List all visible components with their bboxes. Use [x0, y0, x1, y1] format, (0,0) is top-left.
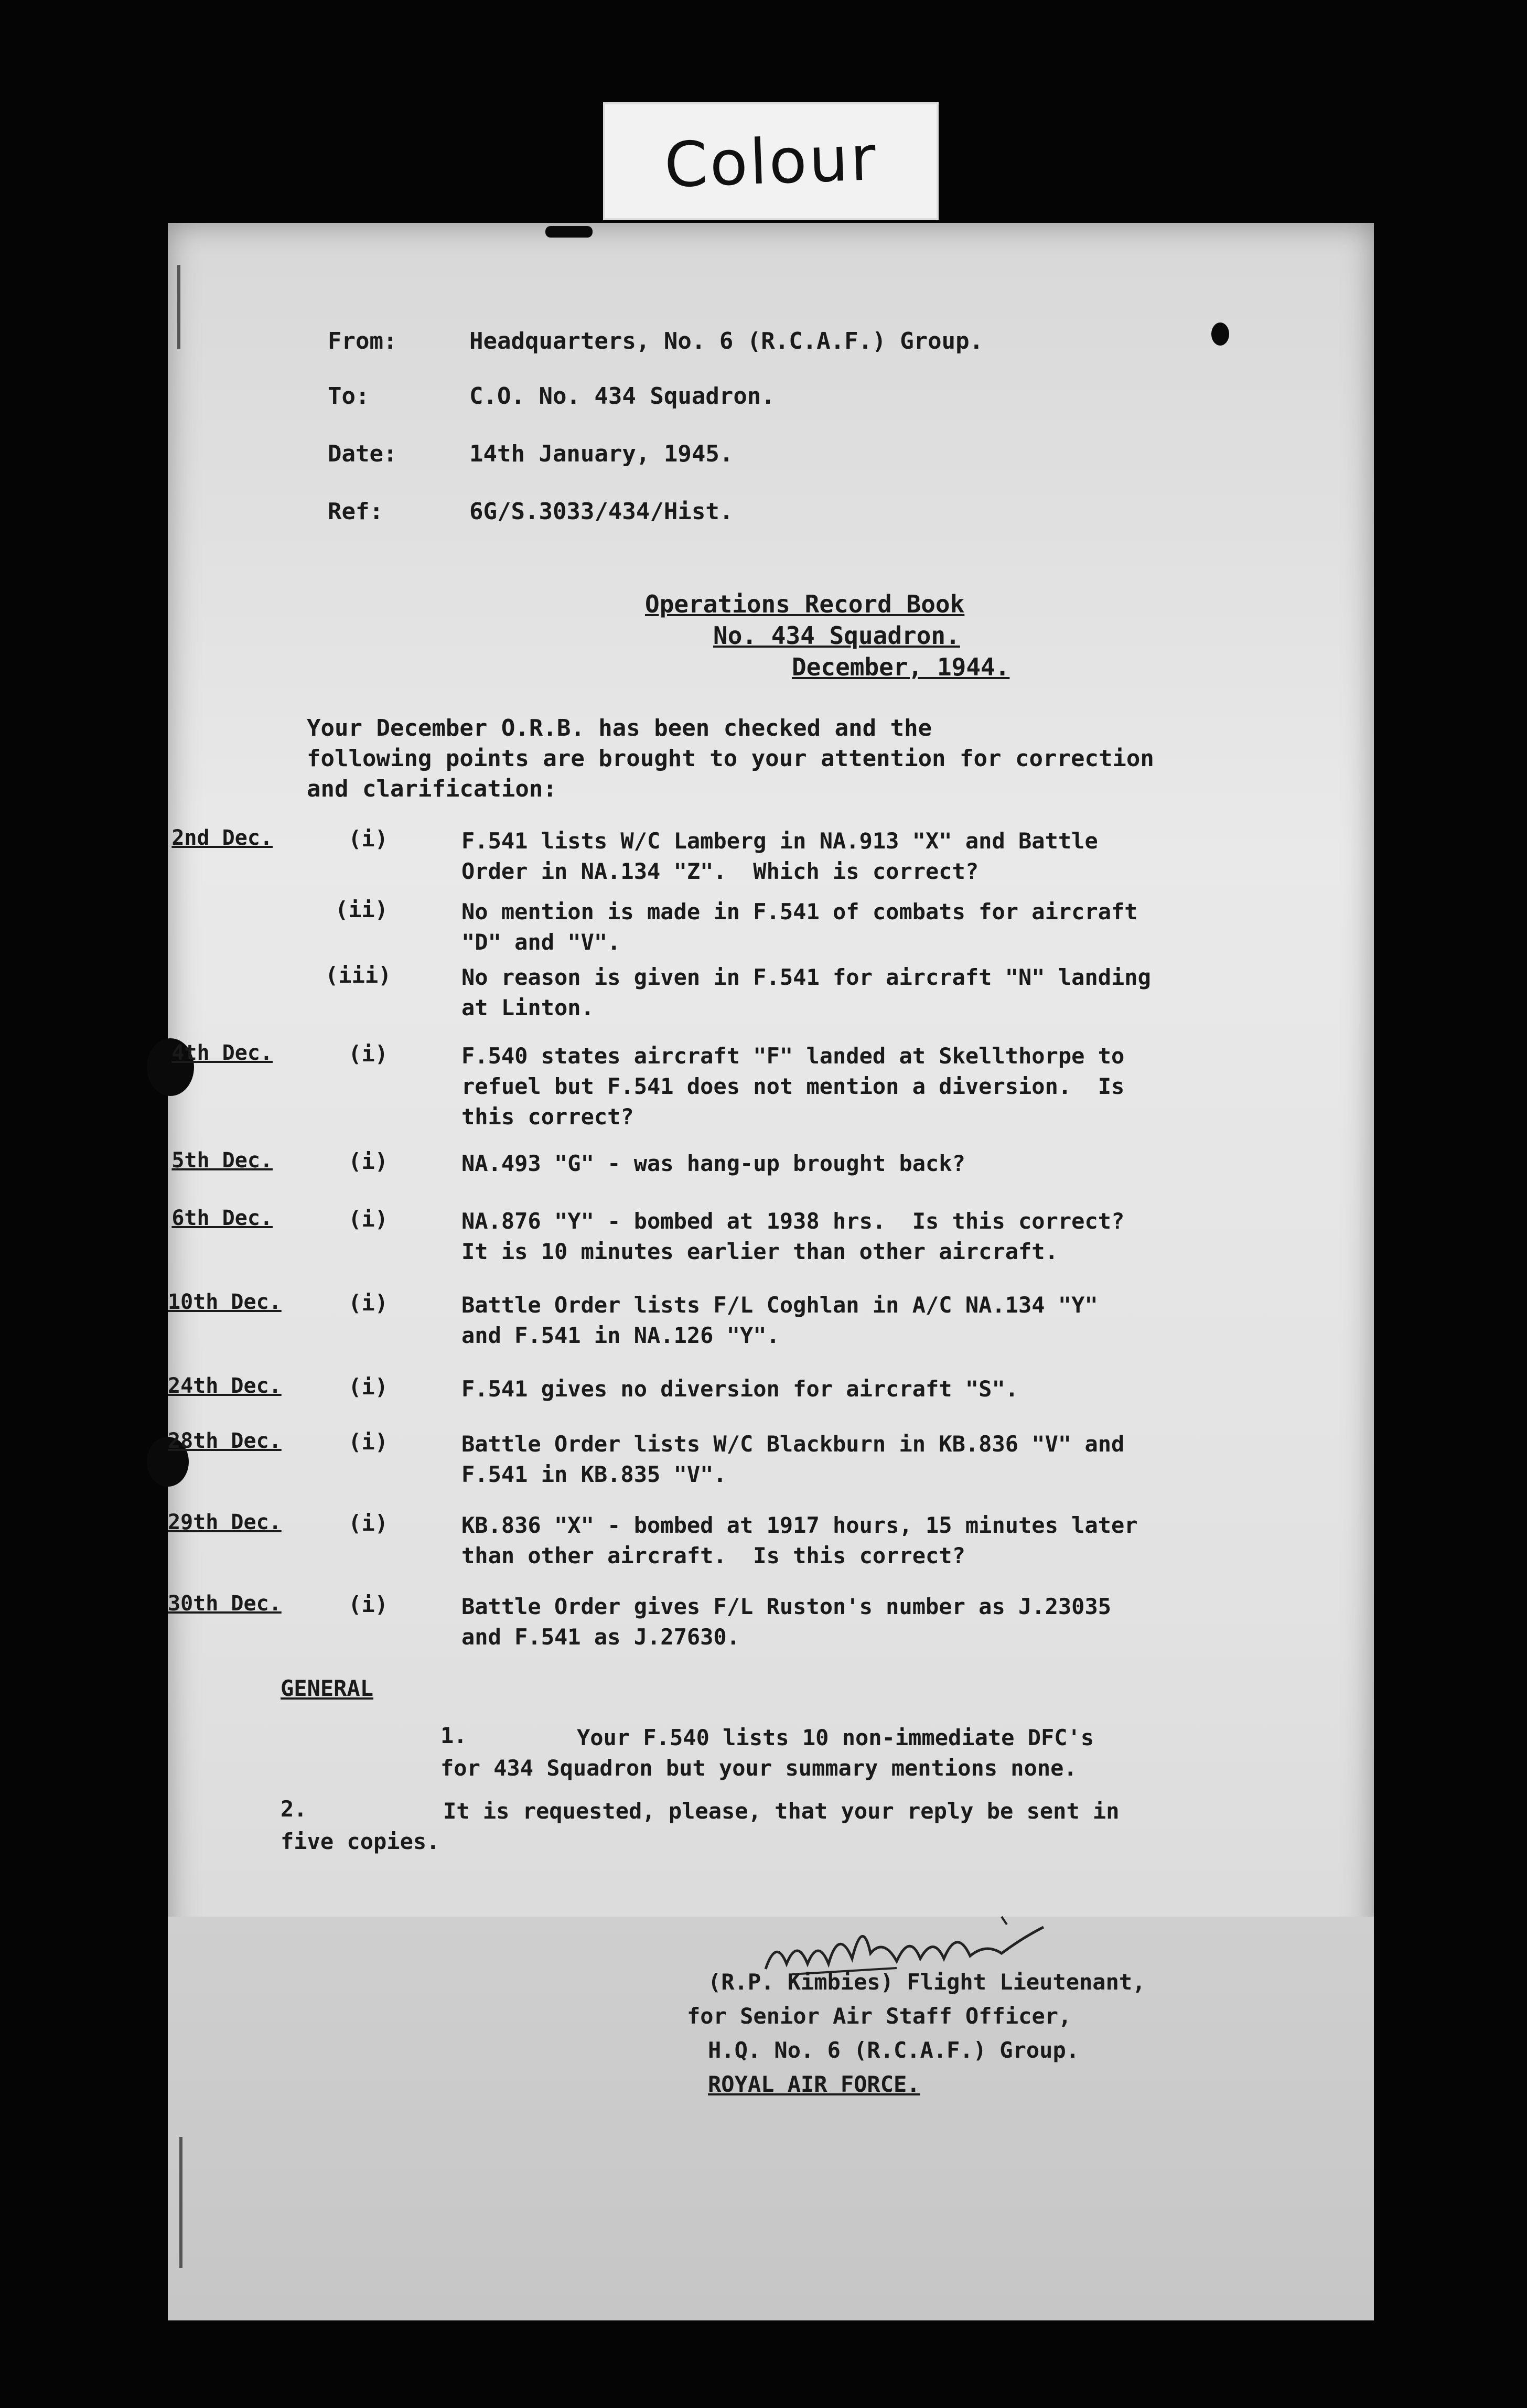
entry-number: (i) — [348, 826, 388, 852]
entry-number: (i) — [348, 1041, 388, 1067]
signature-line-4: ROYAL AIR FORCE. — [708, 2071, 920, 2097]
signature-line-1: (R.P. Kimbies) Flight Lieutenant, — [708, 1969, 1146, 1995]
entry-text: Battle Order lists W/C Blackburn in KB.836 "V" and F.541 in KB.835 "V". — [461, 1431, 1125, 1487]
entry-text: NA.493 "G" - was hang-up brought back? — [461, 1151, 965, 1176]
entry-number: (i) — [348, 1592, 388, 1617]
date-label: Date: — [328, 440, 397, 467]
entry-text: Battle Order lists F/L Coghlan in A/C NA.134 "Y" and F.541 in NA.126 "Y". — [461, 1292, 1098, 1348]
date-value: 14th January, 1945. — [469, 440, 734, 467]
entry-date: 6th Dec. — [171, 1206, 273, 1230]
entry-text: F.541 lists W/C Lamberg in NA.913 "X" and Battle Order in NA.134 "Z". Which is correct? — [461, 828, 1098, 884]
general-item-number: 2. — [281, 1796, 307, 1822]
entry-number: (i) — [348, 1429, 388, 1455]
title-line-3: December, 1944. — [792, 653, 1010, 681]
entry-date: 29th Dec. — [168, 1510, 282, 1534]
entry-text: F.540 states aircraft "F" landed at Skellthorpe to refuel but F.541 does not mention a diversion. Is this correct? — [461, 1043, 1125, 1130]
entry-text: F.541 gives no diversion for aircraft "S". — [461, 1376, 1019, 1402]
entry-number: (iii) — [325, 962, 392, 988]
signature-line-2: for Senior Air Staff Officer, — [687, 2003, 1072, 2029]
ink-blot — [1211, 322, 1229, 346]
general-item-number: 1. — [440, 1723, 467, 1748]
memo-page — [168, 223, 1374, 2320]
entry-number: (i) — [348, 1510, 388, 1536]
signature-line-3: H.Q. No. 6 (R.C.A.F.) Group. — [708, 2037, 1080, 2063]
entry-number: (ii) — [335, 897, 388, 922]
title-line-2: No. 434 Squadron. — [713, 621, 960, 650]
general-item-text: Your F.540 lists 10 non-immediate DFC's for 434 Squadron but your summary mentions none. — [440, 1725, 1094, 1781]
title-line-1: Operations Record Book — [645, 590, 965, 618]
entry-number: (i) — [348, 1148, 388, 1174]
colour-label-text: Colour — [663, 121, 879, 201]
punch-mark — [179, 2137, 182, 2268]
to-value: C.O. No. 434 Squadron. — [469, 383, 775, 410]
colour-label-card — [603, 102, 939, 220]
entry-number: (i) — [348, 1374, 388, 1400]
entry-date: 30th Dec. — [168, 1592, 282, 1616]
intro-paragraph: Your December O.R.B. has been checked and the following points are brought to your attention for correction and clarification: — [307, 715, 1154, 802]
entry-date: 24th Dec. — [168, 1374, 282, 1398]
ref-label: Ref: — [328, 498, 383, 525]
entry-text: No mention is made in F.541 of combats for aircraft "D" and "V". — [461, 899, 1138, 955]
punch-mark — [177, 265, 180, 349]
from-label: From: — [328, 328, 397, 354]
entry-number: (i) — [348, 1290, 388, 1316]
general-heading: GENERAL — [281, 1675, 374, 1701]
entry-number: (i) — [348, 1206, 388, 1232]
entry-date: 28th Dec. — [168, 1429, 282, 1453]
entry-date: 10th Dec. — [168, 1290, 282, 1314]
entry-date: 2nd Dec. — [171, 826, 273, 850]
entry-text: Battle Order gives F/L Ruston's number as J.23035 and F.541 as J.27630. — [461, 1594, 1112, 1650]
to-label: To: — [328, 383, 370, 410]
ref-value: 6G/S.3033/434/Hist. — [469, 498, 734, 525]
entry-date: 5th Dec. — [171, 1148, 273, 1173]
entry-text: No reason is given in F.541 for aircraft "N" landing at Linton. — [461, 964, 1151, 1020]
entry-date: 4th Dec. — [171, 1041, 273, 1065]
entry-text: KB.836 "X" - bombed at 1917 hours, 15 minutes later than other aircraft. Is this correct? — [461, 1512, 1138, 1568]
ink-blot — [545, 226, 593, 238]
from-value: Headquarters, No. 6 (R.C.A.F.) Group. — [469, 328, 984, 354]
general-item-text: It is requested, please, that your reply be sent in five copies. — [281, 1798, 1120, 1854]
entry-text: NA.876 "Y" - bombed at 1938 hrs. Is this correct? It is 10 minutes earlier than other aircraft. — [461, 1208, 1125, 1264]
